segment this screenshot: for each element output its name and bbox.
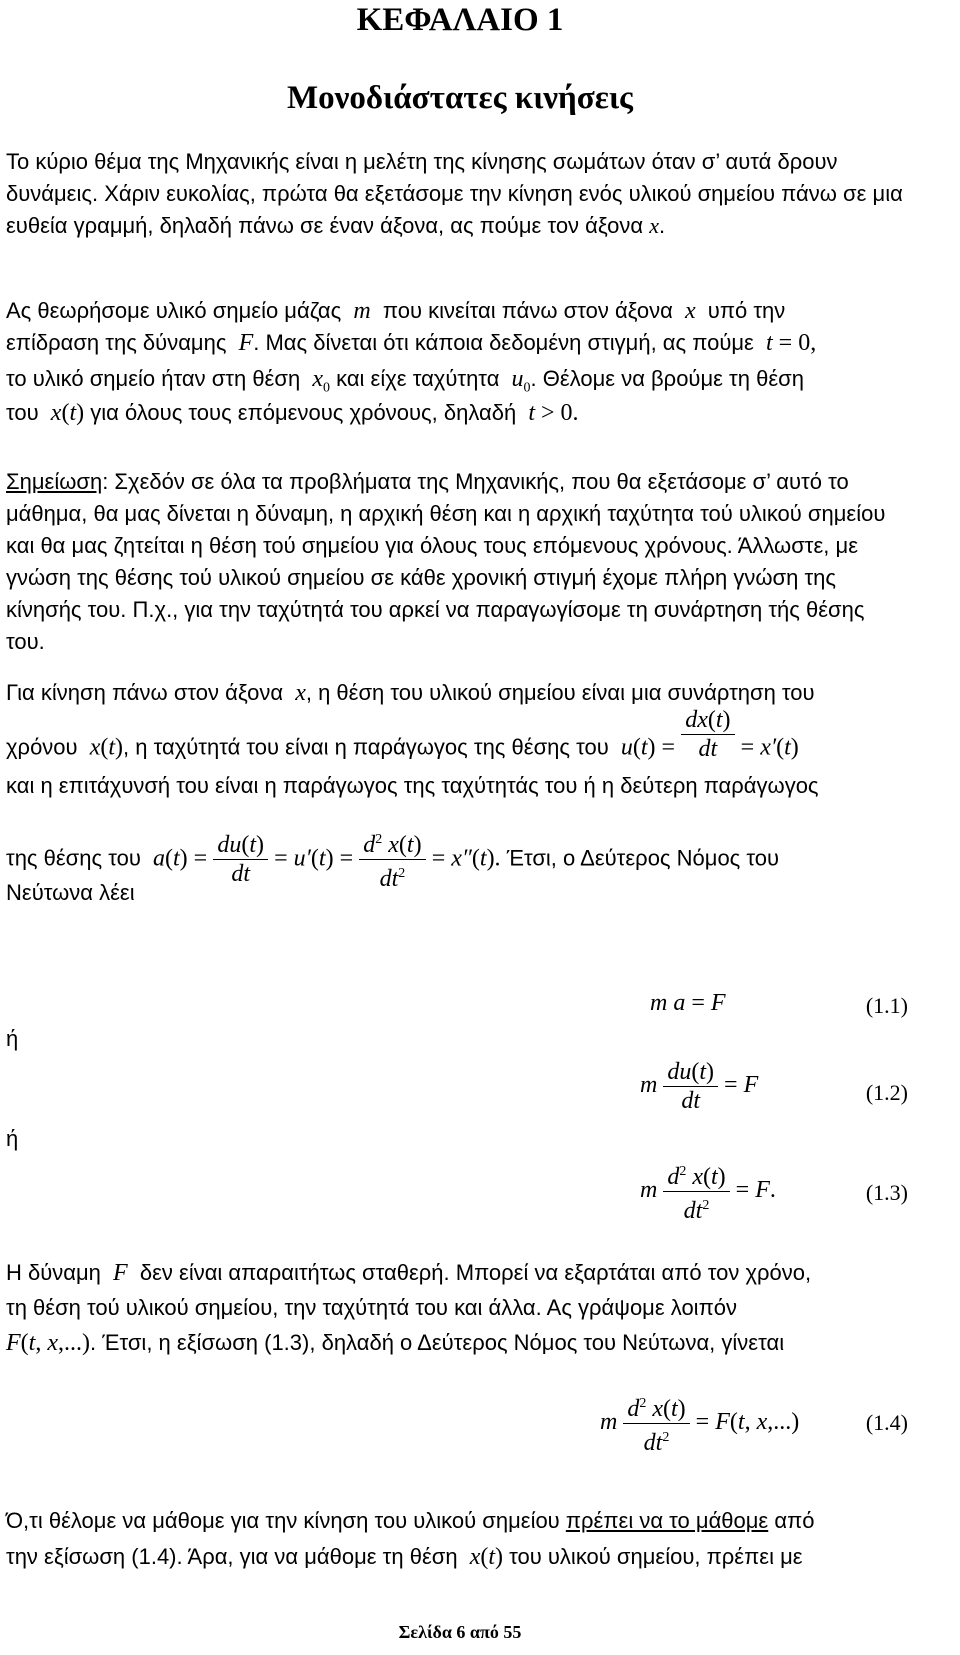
or-word-2: ή xyxy=(6,1126,19,1151)
para4-line3: και η επιτάχυνσή του είναι η παράγωγος της ταχύτητάς του ή η δεύτερη παράγωγος xyxy=(6,773,819,798)
eq-number-1-1: (1.1) xyxy=(865,993,908,1018)
eq-number-1-2: (1.2) xyxy=(865,1080,908,1105)
intro-paragraph: Το κύριο θέμα της Μηχανικής είναι η μελέτη της κίνησης σωμάτων όταν σ’ αυτά δρουν δυνάμεις. Χάριν ευκολίας, πρώτα θα εξετάσομε την κίνηση ενός υλικού σημείου πάνω σε μια ευθεία γραμμή, δηλαδή πάνω σε έναν άξονα, ας πούμε τον άξονα x. xyxy=(6,149,903,238)
equation-1-4: m $\frac{d^2 x(t)}{dt^2}$ = F(t, x,...) xyxy=(600,1390,799,1457)
chapter-heading: ΚΕΦΑΛΑΙΟ 1 xyxy=(356,2,564,38)
para2-line2: επίδραση της δύναμης F. Μας δίνεται ότι κάποια δεδομένη στιγμή, ας πούμε t = 0, xyxy=(6,330,817,356)
para6-line1: Ό,τι θέλομε να μάθομε για την κίνηση του υλικού σημείου πρέπει να το μάθομε από xyxy=(6,1508,815,1533)
para5-line1: Η δύναμη F δεν είναι απαραιτήτως σταθερή. Μπορεί να εξαρτάται από τον χρόνο, xyxy=(6,1260,812,1286)
para5-line3: F(t, x,...). Έτσι, η εξίσωση (1.3), δηλαδή ο Δεύτερος Νόμος του Νεύτωνα, γίνεται xyxy=(6,1330,785,1356)
para4-line4: της θέσης του a(t) = $\frac{du(t)}{dt}$ = u′(t) = $\frac{d^2 x(t)}{dt^2}$ = x″(t). Έτσι, ο Δεύτερος Νόμος του xyxy=(6,826,779,893)
equation-1-2: m $\frac{du(t)}{dt}$ = F xyxy=(640,1059,759,1114)
para4-line5: Νεύτωνα λέει xyxy=(6,880,135,905)
equation-1-1: m a = F xyxy=(650,990,726,1016)
para4-line2: χρόνου x(t), η ταχύτητά του είναι η παράγωγος της θέσης του u(t) = $\frac{dx(t)}{dt}$ = x′(t) xyxy=(6,707,799,762)
para2-line3: το υλικό σημείο ήταν στη θέση $x_0$ και είχε ταχύτητα $u_0$. Θέλομε να βρούμε τη θέση xyxy=(6,366,804,396)
velocity-fraction: $\frac{dx(t)}{dt}$ xyxy=(681,706,734,763)
or-word-1: ή xyxy=(6,1026,19,1051)
eq-number-1-4: (1.4) xyxy=(865,1410,908,1435)
note-label: Σημείωση xyxy=(6,469,103,494)
para4-line1: Για κίνηση πάνω στον άξονα x, η θέση του υλικού σημείου είναι μια συνάρτηση του xyxy=(6,680,815,706)
equation-1-3: m $\frac{d^2 x(t)}{dt^2}$ = F. xyxy=(640,1158,776,1225)
para6-line2: την εξίσωση (1.4). Άρα, για να μάθομε τη θέση x(t) του υλικού σημείου, πρέπει με xyxy=(6,1544,803,1570)
section-title: Μονοδιάστατες κινήσεις xyxy=(287,80,633,116)
page-footer: Σελίδα 6 από 55 xyxy=(398,1622,522,1642)
para2-line1: Ας θεωρήσομε υλικό σημείο μάζας m που κινείται πάνω στον άξονα x υπό την xyxy=(6,298,786,324)
note-paragraph: Σημείωση: Σχεδόν σε όλα τα προβλήματα της Μηχανικής, που θα εξετάσομε σ’ αυτό το μάθημα, θα μας δίνεται η δύναμη, η αρχική θέση και η αρχική ταχύτητα τού υλικού σημείου και θα μας ζητείται η θέση τού σημείου για όλους τους επόμενους χρόνους. Άλλωστε, με γνώση της θέσης τού υλικού σημείου σε κάθε χρονική στιγμή έχομε πλήρη γνώση της κίνησής του. Π.χ., για την ταχύτητά του αρκεί να παραγωγίσομε τη συνάρτηση τής θέσης του. xyxy=(6,469,886,654)
para2-line4: του x(t) για όλους τους επόμενους χρόνους, δηλαδή t > 0. xyxy=(6,400,579,426)
para5-line2: τη θέση τού υλικού σημείου, την ταχύτητά του και άλλα. Ας γράψομε λοιπόν xyxy=(6,1295,737,1320)
eq-number-1-3: (1.3) xyxy=(865,1180,908,1205)
